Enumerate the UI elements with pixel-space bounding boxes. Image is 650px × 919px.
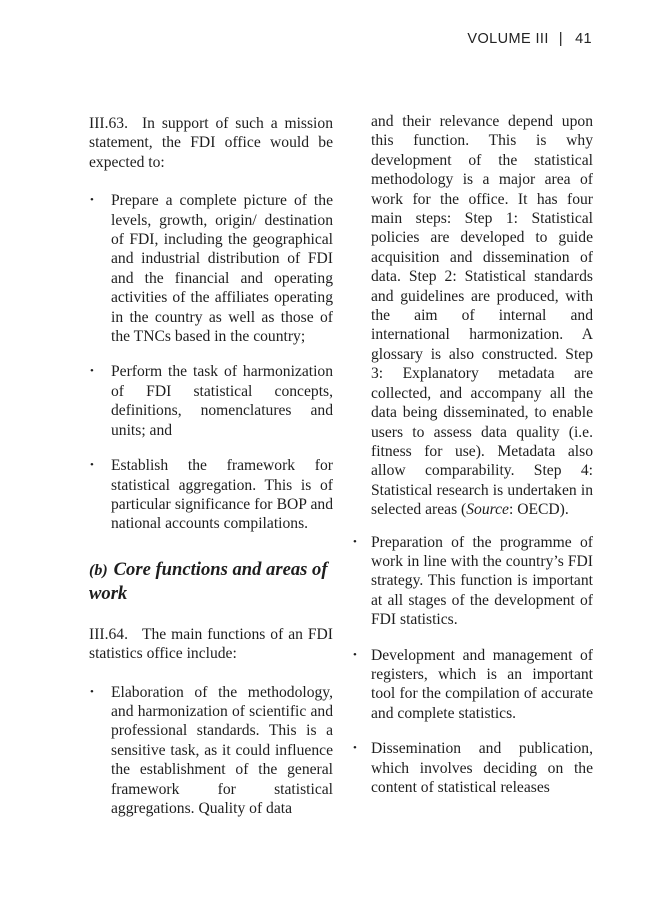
source-label: Source: [466, 501, 509, 519]
header-separator: |: [558, 30, 564, 47]
list-item: • Elaboration of the methodology, and harmonization of scientific and professional standards. This is a sensitive task, as it could influence the establishment of the general framework for statistical aggregations. Quality of data: [90, 683, 333, 817]
volume-label: VOLUME III: [467, 30, 549, 47]
section-heading: [89, 558, 333, 605]
paragraph-text: The main functions of an FDI statistics office include:: [89, 625, 333, 663]
bullet-icon: •: [353, 742, 357, 755]
bullet-continuation: and their relevance depend upon this function. This is why development of the statistical methodology is a major area of work for the office. It has four main steps: Step 1: Statistical policies are developed to guide acquisition and dissemination of data. Step 2: Statistical standards and guidelines are produced, with the aim of internal and international harmonization. A glossary is also constructed. Step 3: Explanatory metadata are collected, and accompany all the data being disseminated, to enable users to assess data quality (i.e. fitness for use). Metadata also allow comparability. Step 4: Statistical research is undertaken in selected areas (Source: OECD).: [371, 113, 593, 519]
list-item: • Preparation of the programme of work in line with the country’s FDI strategy. This function is important at all stages of the development of FDI statistics.: [353, 533, 593, 629]
bullet-list-functions: [353, 533, 593, 798]
list-item: • Establish the framework for statistical aggregation. This is of particular significance for BOP and national accounts compilations.: [90, 457, 333, 533]
bullet-icon: •: [90, 194, 94, 207]
left-column: [89, 114, 333, 834]
list-item: • Prepare a complete picture of the levels, growth, origin/ destination of FDI, including the geographical and industrial distribution of FDI and the financial and operating activities of the affiliates operating in the country as well as those of the TNCs based in the country;: [90, 192, 333, 346]
bullet-icon: •: [353, 648, 357, 661]
paragraph-number: III.64.: [89, 625, 128, 643]
list-item: • Dissemination and publication, which involves deciding on the content of statistical releases: [353, 740, 593, 796]
paragraph-text: In support of such a mission statement, the FDI office would be expected to:: [89, 115, 333, 171]
running-header: [467, 30, 592, 47]
list-item: • Perform the task of harmonization of FDI statistical concepts, definitions, nomenclatures and units; and: [90, 363, 333, 439]
bullet-icon: •: [90, 685, 94, 698]
right-column: [353, 112, 593, 813]
bullet-icon: •: [353, 535, 357, 548]
list-item: • Development and management of registers, which is an important tool for the compilation of accurate and complete statistics.: [353, 646, 593, 722]
paragraph-number: III.63.: [89, 115, 128, 132]
bullet-list-iii-63: [89, 191, 333, 534]
paragraph-iii-63: [89, 114, 333, 172]
section-heading-text: Core functions and areas of work: [89, 558, 328, 604]
section-heading-label: (b): [89, 561, 108, 579]
bullet-list-iii-64: [89, 683, 333, 819]
paragraph-iii-64: [89, 625, 333, 664]
page-number: 41: [575, 30, 592, 47]
bullet-icon: •: [90, 365, 94, 378]
bullet-icon: •: [90, 459, 94, 472]
